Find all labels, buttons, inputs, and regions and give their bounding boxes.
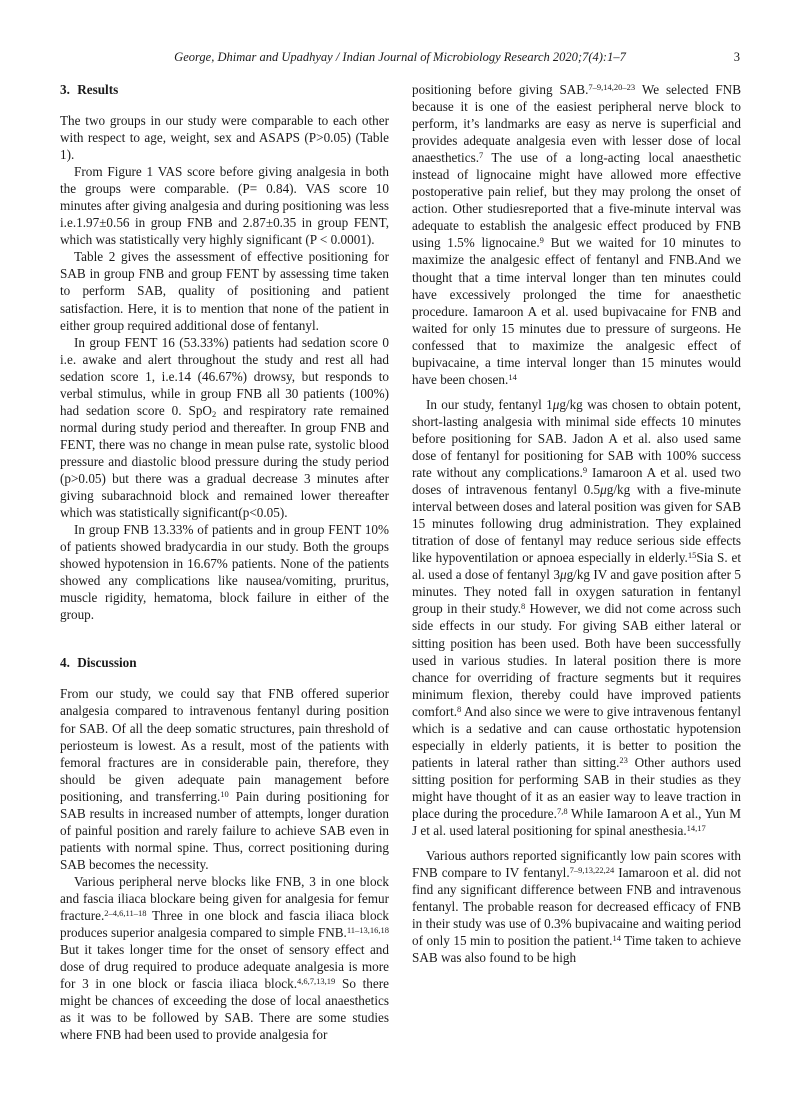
citation-ref: 23	[619, 754, 628, 765]
citation-ref: 14	[612, 933, 621, 944]
text-run: Time taken to achieve SAB was also found to be high	[412, 933, 741, 966]
text-run: However, we did not come across such side effects in our study. For giving SAB either lateral or sitting position has been used. Both have been successfully used in various studies. In lateral position there is more chance for overriding of fracture segments but it requires minimum flexion, thereby could have improved patients comfort.	[412, 601, 741, 719]
citation-ref: 11–13,16,18	[346, 925, 389, 936]
citation-ref: 4,6,7,13,19	[297, 976, 336, 987]
text-run: In our study, fentanyl 1	[426, 396, 553, 412]
citation-ref: 14,17	[686, 823, 706, 834]
citation-ref: 9	[582, 465, 588, 476]
citation-ref: 14	[508, 371, 517, 382]
text-run: g/kg IV and gave position after 5 minutes. They noted fall in oxygen saturation in fentanyl group in their study.	[412, 567, 741, 617]
mu-symbol: μ	[552, 396, 560, 412]
results-title: Results	[77, 82, 119, 97]
citation-ref: 9	[539, 235, 544, 246]
text-run: While Iamaroon A et al., Yun M J et al. used lateral positioning for spinal anesthesia.	[412, 805, 741, 839]
text-run: Sia S. et al. used a dose of fentanyl 3	[412, 550, 742, 583]
text-run: Various authors reported significantly low pain scores with FNB compare to IV fentanyl.	[412, 848, 741, 881]
results-paragraph-5: In group FNB 13.33% of patients and in group FENT 10% of patients showed bradycardia in our study. Both the groups showed hypotension in 16.67% patients. None of the patients showed any complications like nausea/vomiting, pruritus, muscle rigidity, hematoma, block failure in either of the group.	[60, 522, 389, 623]
text-run: Three in one block and fascia iliaca block produces superior analgesia compared to simple FNB.	[60, 908, 389, 941]
text-run: In group FENT 16 (53.33%) patients had sedation score 0 i.e. awake and alert throughout the study and rest all had sedation score 1, i.e.14 (46.67%) drowsy, but responds to verbal stimulus, while in group FNB all 30 patients (100%) had sedation score 0. SpO	[60, 334, 389, 418]
citation-ref: 2–4,6,11–18	[104, 908, 147, 919]
citation-ref: 15	[687, 550, 697, 561]
text-run: But we waited for 10 minutes to maximize the analgesic effect of fentanyl and FNB.And we thought that a time interval longer than ten minutes could have excessively prolonged the time for anaesthetic procedure. Iamaroon A et al. used bupivacaine for FNB and waited for only 15 minutes due to pressure of surgeons. He confessed that to maximize the analgesic effect of bupivacaine, a time interval longer than 15 minutes would have been chosen.	[412, 235, 741, 387]
discussion-paragraph-3	[412, 396, 741, 839]
text-run: Various peripheral nerve blocks like FNB, 3 in one block and fascia iliaca blockare being given for analgesia for femur fracture.	[60, 873, 389, 924]
results-number: 3.	[60, 82, 70, 97]
text-run: g/kg with a five-minute interval between doses and lateral position was given for SAB 15 minutes following drug administration. They explained titration of dose of fentanyl may reduce serious side effects like hypoventilation or apnoea especially in elderly.	[412, 482, 741, 566]
text-run: From our study, we could say that FNB offered superior analgesia compared to intravenous fentanyl during position for SAB. Of all the deep somatic structures, pain threshold of periosteum is lowest. As a result, most of the patients with femoral fractures are in considerable pain, therefore, they should be given adequate pain management before positioning, and transferring.	[60, 686, 389, 804]
results-heading	[60, 81, 389, 98]
text-run: positioning before giving SAB.	[412, 82, 589, 97]
continued-paragraph	[412, 81, 741, 388]
text-run: Iamaroon et al. did not find any significant difference between FNB and intravenous fentanyl. The probable reason for decreased efficacy of FNB in their study was use of 0.3% bupivacaine and waiting period of only 15 min to position the patient.	[412, 865, 742, 949]
text-run: g/kg was chosen to obtain potent, short-lasting analgesia with minimal side effects 10 minutes before positioning for SAB. Jadon A et al. also used same dose of fentanyl for positioning for SAB with 100% success rate without any complications.	[412, 396, 741, 481]
mu-symbol: μ	[600, 482, 607, 498]
mu-symbol: μ	[559, 567, 567, 583]
discussion-heading	[60, 654, 389, 671]
citation-ref: 7–9,13,22,24	[569, 865, 615, 876]
text-run: Iamaroon A et al. used two doses of intravenous fentanyl 0.5	[412, 465, 741, 498]
left-column	[60, 81, 389, 1043]
results-paragraph-4	[60, 334, 389, 522]
right-column	[412, 81, 741, 966]
citation-ref: 8	[521, 601, 526, 612]
text-run: Other authors used sitting position for performing SAB in their studies as they might have thought of it as an easier way to leave traction in place during the procedure.	[412, 754, 741, 821]
results-paragraph-1: The two groups in our study were comparable to each other with respect to age, weight, sex and ASAPS (P>0.05) (Table 1).	[60, 113, 389, 163]
citation-ref: 10	[220, 788, 229, 799]
running-header	[60, 49, 740, 65]
citation-ref: 8	[457, 703, 462, 714]
results-paragraph-3: Table 2 gives the assessment of effective positioning for SAB in group FNB and group FENT by assessing time taken to perform SAB, quality of positioning and patient satisfaction. Here, it is to mention that none of the patient in either group required additional dose of fentanyl.	[60, 249, 389, 333]
discussion-paragraph-2	[60, 873, 389, 1043]
text-run: Pain during positioning for SAB results in increased number of attempts, longer duration of painful position and rarely failure to achieve SAB even in patients with normal spine. Thus, correct positioning during SAB becomes the necessity.	[60, 788, 389, 872]
text-run: And also since we were to give intravenous fentanyl which is a sedative and can cause orthostatic hypotension especially in elderly patients, it is better to position the patients in lateral rather than sitting.	[412, 703, 741, 770]
citation-ref: 7,8	[556, 805, 568, 816]
page-number: 3	[733, 50, 740, 64]
running-title: George, Dhimar and Upadhyay / Indian Journal of Microbiology Research 2020;7(4):1–7	[174, 50, 626, 64]
text-run: The use of a long-acting local anaesthetic instead of lignocaine might have allowed more effective postoperative pain relief, but they may prolong the onset of action. Other studiesreported that a five-minute interval was adequate to establish the analgesic effect produced by FNB using 1.5% lignocaine.	[412, 150, 741, 251]
citation-ref: 7	[479, 150, 484, 161]
discussion-paragraph-1	[60, 685, 389, 873]
text-run: But it takes longer time for the onset of sensory effect and dose of drug required to produce adequate analgesia is more for 3 in one block or fascia iliaca block.	[60, 942, 389, 992]
text-run: So there might be chances of exceeding the dose of local anaesthetics as it was to be followed by SAB. There are some studies where FNB had been used to provide analgesia for	[60, 976, 389, 1043]
discussion-number: 4.	[60, 655, 70, 671]
discussion-title: Discussion	[77, 655, 137, 671]
discussion-paragraph-4	[412, 847, 741, 966]
text-run: and respiratory rate remained normal during study period and thereafter. In group FNB and FENT, there was no change in mean pulse rate, systolic blood pressure and diastolic blood pressure during the study period (p>0.05) but there was a gradual decrease 3 minutes after giving subarachnoid block and remained lower thereafter which was statistically significant(p<0.05).	[60, 402, 389, 521]
citation-ref: 7–9,14,20–23	[588, 82, 636, 92]
text-run: We selected FNB because it is one of the easiest peripheral nerve block to perform, it’s landmarks are easy as nerve is superficial and provides adequate analgesia even with lesser dose of local anaesthetics.	[412, 82, 741, 166]
subscript: 2	[211, 408, 217, 419]
results-paragraph-2: From Figure 1 VAS score before giving analgesia in both the groups were comparable. (P= 0.84). VAS score 10 minutes after giving analgesia and during positioning was less i.e.1.97±0.56 in group FNB and 2.87±0.35 in group FENT, which was statistically very highly significant (P < 0.0001).	[60, 164, 389, 248]
